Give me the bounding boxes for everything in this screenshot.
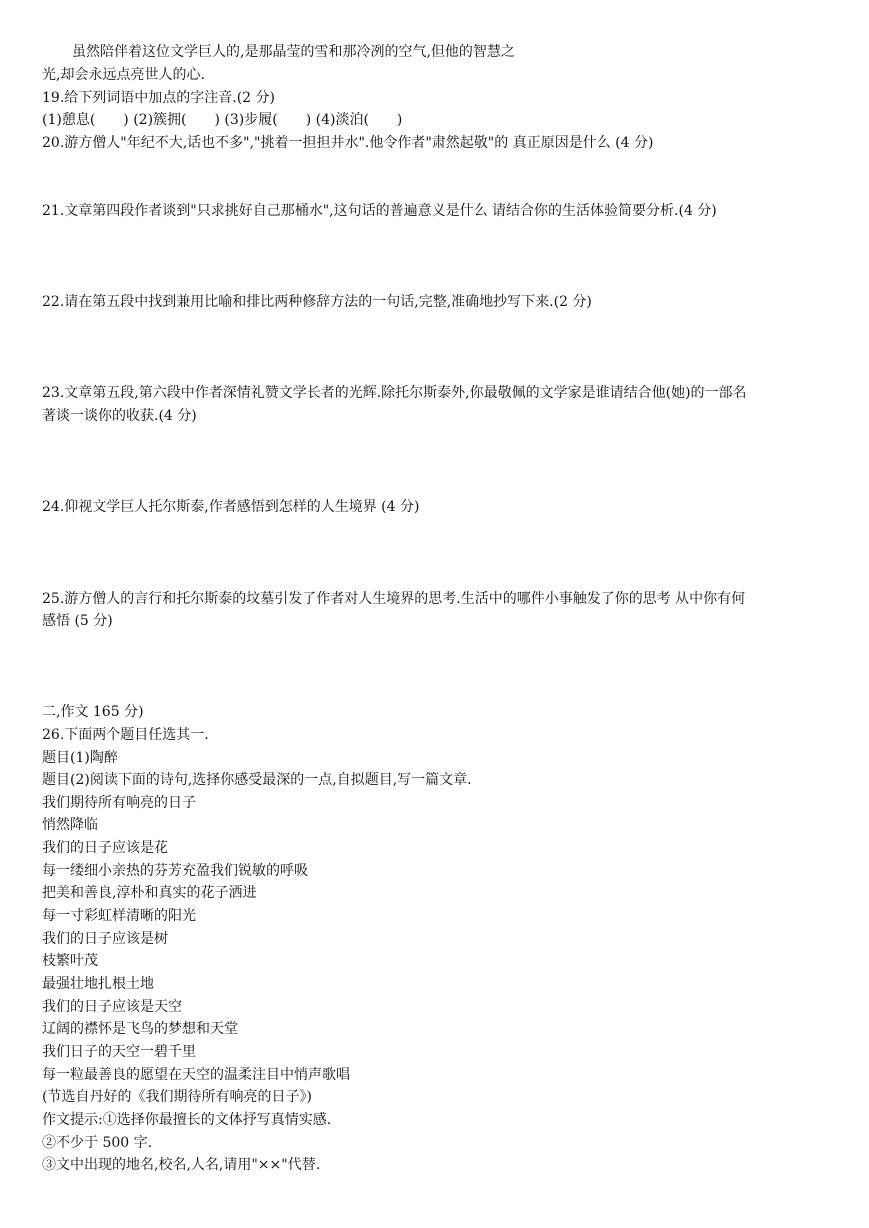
poem-line: 悄然降临 [42, 817, 98, 833]
poem-line: 我们的日子应该是花 [42, 840, 168, 856]
poem-line: 我们日子的天空一碧千里 [42, 1044, 196, 1060]
question-19-prompt: 19.给下列词语中加点的字注音.(2 分) [42, 90, 275, 106]
question-23-line-2: 著谈一谈你的收获.(4 分) [42, 408, 197, 424]
intro-line-1: 虽然陪伴着这位文学巨人的,是那晶莹的雪和那冷冽的空气,但他的智慧之 [72, 44, 515, 60]
poem-line: 我们的日子应该是树 [42, 931, 168, 947]
poem-line: 枝繁叶茂 [42, 953, 98, 969]
question-26: 26.下面两个题目任选其一. [42, 727, 209, 743]
composition-section-title: 二,作文 165 分) [42, 704, 144, 720]
poem-line: 每一寸彩虹样清晰的阳光 [42, 908, 196, 924]
poem-line: 辽阔的襟怀是飞鸟的梦想和天堂 [42, 1021, 238, 1037]
composition-tip: ②不少于 500 字. [42, 1135, 153, 1151]
poem-line: 最强壮地扎根土地 [42, 976, 154, 992]
topic-1: 题目(1)陶醉 [42, 750, 118, 766]
poem-line: 每一缕细小亲热的芬芳充盈我们锐敏的呼吸 [42, 863, 308, 879]
question-23-line-1: 23.文章第五段,第六段中作者深情礼赞文学长者的光辉.除托尔斯泰外,你最敬佩的文学家是谁请结合他(她)的一部名 [42, 385, 747, 401]
intro-line-2: 光,却会永远点亮世人的心. [42, 67, 205, 83]
question-20: 20.游方僧人"年纪不大,话也不多","挑着一担担井水".他令作者"肃然起敬"的 真正原因是什么 (4 分) [42, 135, 654, 151]
topic-2: 题目(2)阅读下面的诗句,选择你感受最深的一点,自拟题目,写一篇文章. [42, 772, 472, 788]
question-21: 21.文章第四段作者谈到"只求挑好自己那桶水",这句话的普遍意义是什么 请结合你的生活体验简要分析.(4 分) [42, 203, 717, 219]
poem-line: 我们期待所有响亮的日子 [42, 795, 196, 811]
poem-line: 每一粒最善良的愿望在天空的温柔注目中悄声歌唱 [42, 1067, 350, 1083]
question-25-line-1: 25.游方僧人的言行和托尔斯泰的坟墓引发了作者对人生境界的思考.生活中的哪件小事触发了你的思考 从中你有何 [42, 591, 746, 607]
poem-line: 我们的日子应该是天空 [42, 999, 182, 1015]
question-25-line-2: 感悟 (5 分) [42, 613, 113, 629]
question-22: 22.请在第五段中找到兼用比喻和排比两种修辞方法的一句话,完整,准确地抄写下来.(2 分) [42, 294, 592, 310]
poem-source: (节选自丹好的《我们期待所有响亮的日子》) [42, 1089, 312, 1105]
poem-line: 把美和善良,淳朴和真实的花子洒进 [42, 885, 257, 901]
question-19-items: (1)憩息( ) (2)簇拥( ) (3)步履( ) (4)淡泊( ) [42, 112, 403, 128]
composition-tip: 作文提示:①选择你最擅长的文体抒写真情实感. [42, 1112, 332, 1128]
composition-tip: ③文中出现的地名,校名,人名,请用"××"代替. [42, 1157, 321, 1173]
question-24: 24.仰视文学巨人托尔斯泰,作者感悟到怎样的人生境界 (4 分) [42, 499, 420, 515]
